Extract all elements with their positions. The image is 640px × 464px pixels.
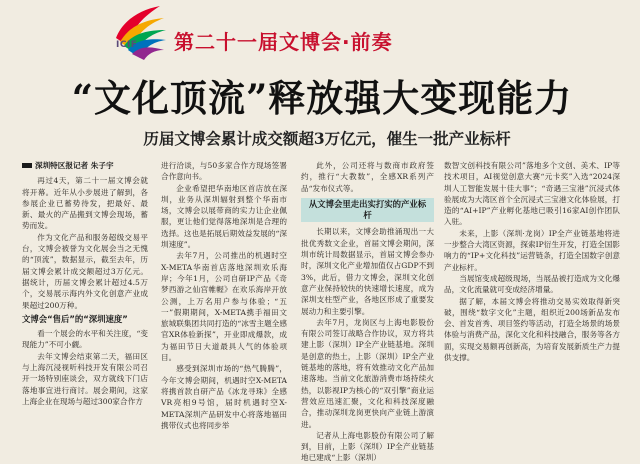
- paragraph: 数智文创科技有限公司”落地多个文创、美术、IP等技术项目，AI视觉创意大赛“元卡奖”入选“2024深圳人工智能发展十佳大事”；“奇遇三宝港”沉浸式体验展成为大湾区首个全沉浸式三宝港文化体验展，打造的“AI+IP”产业孵化基地已吸引16家AI创作团队入驻。: [444, 161, 620, 227]
- section-heading: 从文博会里走出实打实的产业标杆: [301, 198, 434, 223]
- paragraph: 看一个展会的水平和关注度，“变现能力”不可小觑。: [22, 329, 148, 350]
- column-4: [444, 160, 620, 428]
- logo-label: ICIF: [116, 40, 138, 50]
- byline-marker-icon: [22, 163, 32, 168]
- banner-title: 第二十一届文博会·前奏: [174, 30, 393, 54]
- byline: [22, 160, 148, 171]
- paragraph: 企业希望把华南地区首店放在深圳，业务从深圳辐射到整个华南市场，文博会以展带商的实力让企业佩服，更让他们觉得落地深圳是合理的选择。这也是拓展后期效益发展的“深圳速度”。: [161, 183, 287, 250]
- paragraph: 去年7月，龙岗区与上海电影股份有限公司签订战略合作协议，双方将共建上影（深圳）IP全产业链基地。深圳是创意的热土，上影（深圳）IP全产业链基地的落地，将有效推动文化产品加速落地。当前文化旅游消费市场持续火热，以影视IP为核心的“双引擎”商业运营效应迅速汇聚，文化和科技深度融合，推动深圳龙岗更快向产业链上游演进。: [301, 317, 434, 429]
- paragraph: 作为文化产品和服务超级交易平台，文博会被誉为文化展会当之无愧的“顶流”，数据显示，截至去年，历届文博会累计成交额超过3万亿元。据统计，历届文博会累计超过4.5万个，交易展示海内外文化创意产业成果超过200万种。: [22, 232, 148, 310]
- section-heading: 文博会“售后”的“深圳速度”: [22, 313, 128, 324]
- paragraph: 再过4天，第二十一届文博会就将开幕。近年从小步展进了解到，各参展企业已蓄势待发，把最好、最新、最火的产品搬到文博会现场，蓄势而发。: [22, 176, 148, 231]
- paragraph: 未来，上影（深圳·龙岗）IP全产业链基地将进一步整合大湾区资源，探索IP衍生开发，打造全国影响力的“IP+文化科技”运营链条，打造全国数字创意产业标杆。: [444, 228, 620, 272]
- paragraph: 感受到深圳市场的“热气腾腾”，今年文博会期间，机遇时空X-META将携首款自研产品《冰龙寻珠》全感VR亮相9号馆，届时机遇时空X-META深圳产品研发中心将落地福田携带仪式也将同步举: [161, 364, 287, 430]
- column-2: [161, 160, 287, 428]
- paragraph: 去年文博会结束第二天，福田区与上海沉浸视听科技开发有限公司召开一场特别座谈会，双方就线下门店落地事宜进行商讨。展会期间，这家上海企业在现场与超过300家合作方: [22, 351, 148, 406]
- article-subheadline: 历届文博会累计成交额超3万亿元，催生一批产业标杆: [143, 129, 511, 148]
- icif-logo: [108, 2, 170, 62]
- article-headline: “文化顶流”释放强大变现能力: [71, 76, 573, 120]
- paragraph: 此外，公司还将与数商市政府签约，推行“大教数”，全感XR系列产品“发布仪式等。: [301, 161, 434, 193]
- column-1: [22, 160, 148, 428]
- paragraph: 记者从上海电影股份有限公司了解到，目前，上影（深圳）IP全产业链基地已建成“上影（深圳）: [301, 430, 434, 463]
- column-3: [301, 160, 434, 463]
- paragraph: 据了解，本届文博会将推动交易实效取得新突破，围绕“数字文化”主题，组织近200场新品发布会、首发首秀、项目签约等活动，打造全场景的场景体验与消费产品，深化文化和科技融合，服务等各方面，实现交易额再创新高，为培育发展新质生产力提供支撑。: [444, 296, 620, 363]
- paragraph: 当展馆变成超级现场，当展品被打造成为文化爆品，文化流量就可变成经济增量。: [444, 273, 620, 295]
- paragraph: 长期以来，文博会助推涌现出一大批优秀数文企业，首届文博会期间，深圳市统计局数据显示，首届文博会参办时，深圳文化产业增加值仅占GDP不到3%，此后，借力文博会，深圳文化创意产业保持较快的快速增长速度，成为深圳支柱型产业，各地区形成了重要发展动力和主要引擎。: [301, 227, 434, 316]
- byline-text: 深圳特区报记者 朱子宇: [35, 161, 114, 170]
- paragraph: 去年7月，公司推出的机遇时空X-META华南首店落地深圳欢乐海岸；今年1月，公司自研IP产品《奇梦西游之仙宫帷幄》在欢乐海岸开放公测，上万名用户参与体验；“五一”假期期间，X-META携手福田文旅城联集团共同打造的“冰雪主题全感官XR体验新探”，开业即成爆款，成为福田节日大道最具人气的体验项目。: [161, 251, 287, 363]
- paragraph: 进行洽谈，与50多家合作方现场签署合作意向书。: [161, 161, 287, 182]
